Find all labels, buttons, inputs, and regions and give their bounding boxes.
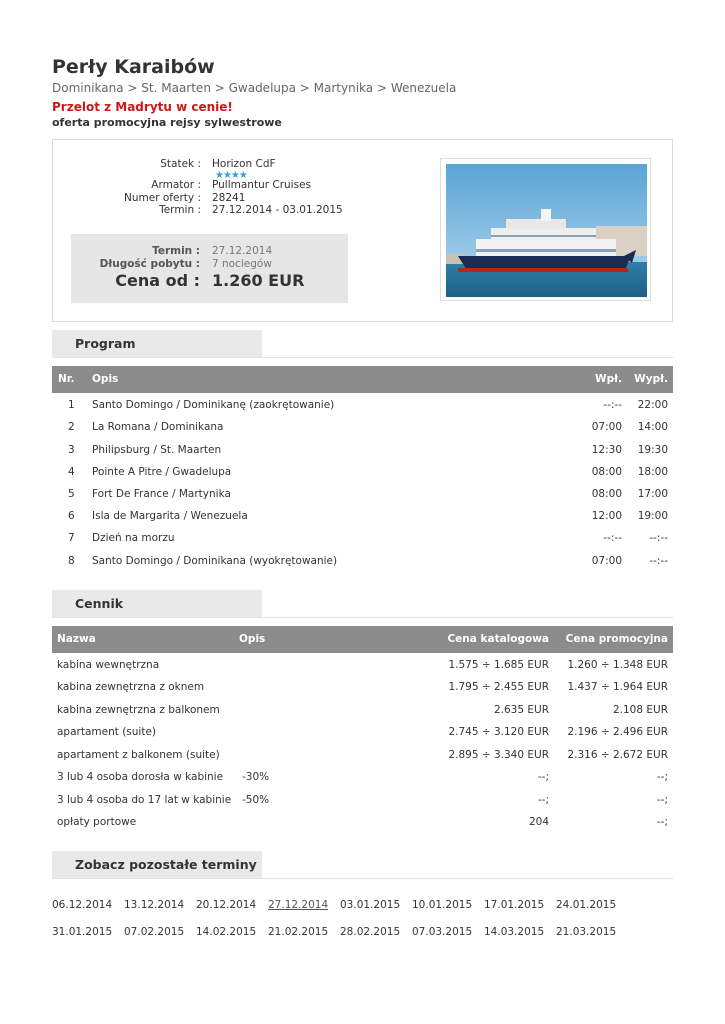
pricing-promo: --;: [656, 794, 668, 806]
program-nr: 5: [68, 488, 75, 500]
date-link[interactable]: 07.03.2015: [412, 926, 473, 938]
promo-subtitle: oferta promocyjna rejsy sylwestrowe: [52, 116, 282, 129]
program-nr: 7: [68, 532, 75, 544]
table-row: [52, 811, 673, 833]
table-row: [52, 461, 673, 483]
ship-photo: [446, 164, 647, 297]
ship-photo-image: [446, 164, 647, 297]
program-desc: Philipsburg / St. Maarten: [92, 444, 222, 456]
pricing-promo: 1.260 ÷ 1.348 EUR: [567, 659, 668, 671]
term-value: 27.12.2014 - 03.01.2015: [212, 204, 343, 216]
pricing-header-catalog: Cena katalogowa: [447, 633, 549, 645]
date-link[interactable]: 21.03.2015: [556, 926, 617, 938]
program-desc: Santo Domingo / Dominikanę (zaokrętowanie): [92, 399, 335, 411]
program-header-desc: Opis: [92, 373, 119, 385]
table-row: [52, 721, 673, 743]
price-box: [71, 234, 348, 303]
other-dates-section-header: [52, 851, 673, 879]
program-arrival: 12:00: [591, 510, 622, 522]
program-nr: 2: [68, 421, 75, 433]
table-row: [52, 654, 673, 676]
table-row: [52, 744, 673, 766]
program-departure: 19:30: [637, 444, 668, 456]
stay-length-value: 7 noclegów: [212, 258, 272, 270]
pricing-section-header: [52, 590, 673, 618]
stay-length-label: Długość pobytu :: [99, 258, 200, 270]
program-desc: Fort De France / Martynika: [92, 488, 231, 500]
pricing-promo: --;: [656, 771, 668, 783]
pricing-header-name: Nazwa: [57, 633, 96, 645]
program-arrival: 07:00: [591, 555, 622, 567]
pricing-desc: -30%: [242, 771, 270, 783]
program-departure: 17:00: [637, 488, 668, 500]
program-arrival: --:--: [603, 532, 622, 544]
pricing-section-title: Cennik: [75, 596, 124, 611]
table-row: [52, 789, 673, 811]
date-link[interactable]: 06.12.2014: [52, 899, 113, 911]
pricing-catalog: 204: [528, 816, 549, 828]
program-arrival: 08:00: [591, 488, 622, 500]
program-departure: --:--: [649, 532, 668, 544]
pricing-catalog: --;: [537, 794, 549, 806]
pricing-name: apartament z balkonem (suite): [57, 749, 220, 761]
route-breadcrumb: Dominikana > St. Maarten > Gwadelupa > Martynika > Wenezuela: [52, 81, 457, 95]
other-dates-section-tab: [52, 851, 262, 878]
table-row: [52, 394, 673, 416]
price-box-term-value: 27.12.2014: [212, 245, 273, 257]
owner-value: Pullmantur Cruises: [212, 179, 312, 191]
program-arrival: 07:00: [591, 421, 622, 433]
program-arrival: 08:00: [591, 466, 622, 478]
table-row: [52, 766, 673, 788]
pricing-section-tab: [52, 590, 262, 617]
ship-value: Horizon CdF: [212, 158, 276, 170]
program-departure: 19:00: [637, 510, 668, 522]
price-from-value: 1.260 EUR: [212, 271, 305, 290]
price-box-term-label: Termin :: [152, 245, 200, 257]
program-header-nr: Nr.: [58, 373, 75, 385]
pricing-header-desc: Opis: [239, 633, 266, 645]
program-desc: Santo Domingo / Dominikana (wyokrętowanie): [92, 555, 338, 567]
date-link[interactable]: 14.02.2015: [196, 926, 257, 938]
owner-row: [53, 178, 353, 192]
pricing-promo: 2.316 ÷ 2.672 EUR: [567, 749, 668, 761]
program-header-arrival: Wpł.: [595, 373, 622, 385]
pricing-promo: 2.196 ÷ 2.496 EUR: [567, 726, 668, 738]
offer-summary-box: [52, 139, 673, 322]
program-desc: Pointe A Pitre / Gwadelupa: [92, 466, 232, 478]
pricing-header-promo: Cena promocyjna: [565, 633, 668, 645]
table-row: [52, 699, 673, 721]
date-link[interactable]: 07.02.2015: [124, 926, 185, 938]
pricing-catalog: 2.635 EUR: [493, 704, 549, 716]
pricing-name: kabina wewnętrzna: [57, 659, 160, 671]
table-row: [52, 416, 673, 438]
program-section-title: Program: [75, 336, 136, 351]
pricing-catalog: --;: [537, 771, 549, 783]
pricing-desc: -50%: [242, 794, 270, 806]
pricing-name: 3 lub 4 osoba dorosła w kabinie: [57, 771, 224, 783]
table-row: [52, 550, 673, 572]
program-desc: Dzień na morzu: [92, 532, 175, 544]
pricing-catalog: 1.795 ÷ 2.455 EUR: [448, 681, 549, 693]
program-section-tab: [52, 330, 262, 357]
offer-number-value: 28241: [212, 192, 246, 204]
program-desc: La Romana / Dominikana: [92, 421, 224, 433]
date-link[interactable]: 21.02.2015: [268, 926, 329, 938]
program-table-header: [52, 366, 673, 393]
program-arrival: 12:30: [591, 444, 622, 456]
program-header-departure: Wypł.: [634, 373, 668, 385]
date-link[interactable]: 31.01.2015: [52, 926, 113, 938]
pricing-name: opłaty portowe: [57, 816, 137, 828]
date-link[interactable]: 24.01.2015: [556, 899, 617, 911]
program-nr: 4: [68, 466, 75, 478]
table-row: [52, 439, 673, 461]
program-departure: --:--: [649, 555, 668, 567]
rating-stars-icon: ★★★★: [215, 170, 247, 181]
program-nr: 1: [68, 399, 75, 411]
pricing-table-header: [52, 626, 673, 653]
program-desc: Isla de Margarita / Wenezuela: [92, 510, 248, 522]
date-link[interactable]: 13.12.2014: [124, 899, 185, 911]
pricing-promo: --;: [656, 816, 668, 828]
program-departure: 22:00: [637, 399, 668, 411]
pricing-catalog: 2.745 ÷ 3.120 EUR: [448, 726, 549, 738]
other-dates-section-title: Zobacz pozostałe terminy: [75, 857, 257, 872]
promo-headline: Przelot z Madrytu w cenie!: [52, 100, 233, 114]
date-link[interactable]: 14.03.2015: [484, 926, 545, 938]
program-departure: 18:00: [637, 466, 668, 478]
date-link[interactable]: 28.02.2015: [340, 926, 401, 938]
pricing-name: kabina zewnętrzna z balkonem: [57, 704, 220, 716]
date-link[interactable]: 20.12.2014: [196, 899, 257, 911]
program-section-header: [52, 330, 673, 358]
dates-row-1: [52, 895, 673, 915]
date-link[interactable]: 03.01.2015: [340, 899, 401, 911]
ship-row: [53, 157, 353, 171]
owner-label: Armator :: [151, 179, 201, 191]
table-row: [52, 527, 673, 549]
pricing-promo: 2.108 EUR: [612, 704, 668, 716]
program-nr: 8: [68, 555, 75, 567]
pricing-name: kabina zewnętrzna z oknem: [57, 681, 205, 693]
table-row: [52, 505, 673, 527]
pricing-name: 3 lub 4 osoba do 17 lat w kabinie: [57, 794, 232, 806]
offer-number-label: Numer oferty :: [124, 192, 201, 204]
table-row: [52, 483, 673, 505]
program-departure: 14:00: [637, 421, 668, 433]
program-nr: 6: [68, 510, 75, 522]
term-row: [53, 203, 353, 217]
term-label: Termin :: [159, 204, 201, 216]
pricing-name: apartament (suite): [57, 726, 157, 738]
pricing-catalog: 1.575 ÷ 1.685 EUR: [448, 659, 549, 671]
program-nr: 3: [68, 444, 75, 456]
page-title: Perły Karaibów: [52, 56, 215, 78]
ship-label: Statek :: [160, 158, 201, 170]
ship-photo-frame: [440, 158, 651, 301]
pricing-promo: 1.437 ÷ 1.964 EUR: [567, 681, 668, 693]
table-row: [52, 676, 673, 698]
pricing-catalog: 2.895 ÷ 3.340 EUR: [448, 749, 549, 761]
date-link-current[interactable]: 27.12.2014: [268, 899, 329, 911]
program-arrival: --:--: [603, 399, 622, 411]
date-link[interactable]: 17.01.2015: [484, 899, 545, 911]
dates-row-2: [52, 922, 673, 942]
date-link[interactable]: 10.01.2015: [412, 899, 473, 911]
price-from-label: Cena od :: [115, 271, 200, 290]
